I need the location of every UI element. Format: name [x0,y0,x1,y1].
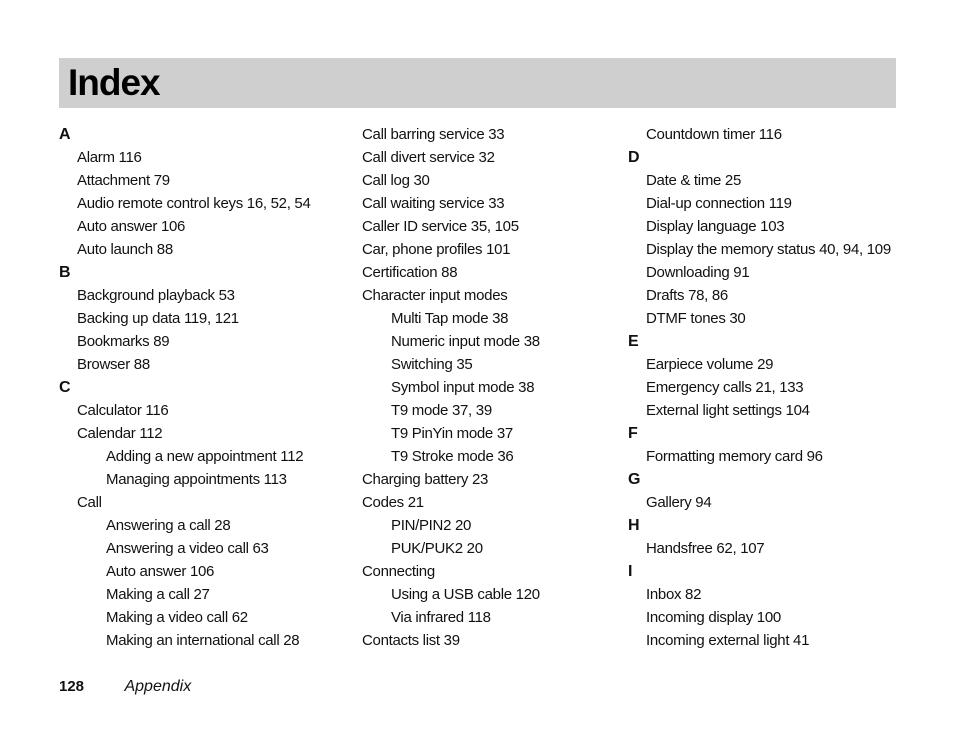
index-entry: Bookmarks 89 [77,333,170,350]
index-subentry: Numeric input mode 38 [391,333,540,350]
index-letter-heading: G [628,471,641,488]
index-subentry: T9 PinYin mode 37 [391,425,513,442]
index-entry: Character input modes [362,287,508,304]
index-entry: Display the memory status 40, 94, 109 [646,241,891,258]
index-subentry: Multi Tap mode 38 [391,310,509,327]
index-subentry: Making a video call 62 [106,609,248,626]
section-name: Appendix [124,678,192,695]
index-letter-heading: D [628,149,640,166]
index-entry: Call [77,494,102,511]
page-title: Index [68,62,160,103]
index-entry: Call waiting service 33 [362,195,505,212]
index-column-2 [362,123,632,652]
index-entry: Countdown timer 116 [646,126,782,143]
index-column-1 [59,123,329,652]
index-entry: Alarm 116 [77,149,142,166]
index-entry: External light settings 104 [646,402,810,419]
index-entry: Calculator 116 [77,402,169,419]
index-entry: Charging battery 23 [362,471,489,488]
index-subentry: PUK/PUK2 20 [391,540,483,557]
index-entry: Auto answer 106 [77,218,186,235]
index-entry: Gallery 94 [646,494,712,511]
page-footer [59,676,191,698]
index-entry: Car, phone profiles 101 [362,241,511,258]
index-letter-heading: B [59,264,71,281]
index-letter-heading: E [628,333,639,350]
index-subentry: Answering a video call 63 [106,540,269,557]
index-entry: Contacts list 39 [362,632,460,649]
index-entry: Attachment 79 [77,172,170,189]
index-title-bar [59,58,896,108]
index-subentry: Via infrared 118 [391,609,491,626]
index-subentry: Making an international call 28 [106,632,300,649]
index-subentry: Adding a new appointment 112 [106,448,304,465]
index-subentry: Switching 35 [391,356,473,373]
index-entry: Downloading 91 [646,264,750,281]
index-entry: Drafts 78, 86 [646,287,728,304]
index-entry: Auto launch 88 [77,241,173,258]
index-entry: Emergency calls 21, 133 [646,379,804,396]
index-entry: Background playback 53 [77,287,235,304]
index-letter-heading: A [59,126,71,143]
index-entry: Audio remote control keys 16, 52, 54 [77,195,311,212]
index-entry: Browser 88 [77,356,150,373]
index-subentry: Auto answer 106 [106,563,215,580]
index-entry: Display language 103 [646,218,785,235]
index-entry: Inbox 82 [646,586,702,603]
index-entry: Incoming external light 41 [646,632,810,649]
index-subentry: Symbol input mode 38 [391,379,535,396]
index-letter-heading: H [628,517,640,534]
index-subentry: Making a call 27 [106,586,210,603]
index-letter-heading: F [628,425,638,442]
index-entry: Backing up data 119, 121 [77,310,239,327]
index-entry: Call barring service 33 [362,126,505,143]
index-entry: Codes 21 [362,494,424,511]
index-subentry: PIN/PIN2 20 [391,517,472,534]
index-entry: Connecting [362,563,435,580]
index-entry: Calendar 112 [77,425,163,442]
index-letter-heading: C [59,379,71,396]
index-entry: Date & time 25 [646,172,742,189]
index-entry: Incoming display 100 [646,609,781,626]
index-entry: DTMF tones 30 [646,310,746,327]
index-column-3 [628,123,918,652]
index-subentry: Using a USB cable 120 [391,586,540,603]
index-subentry: Managing appointments 113 [106,471,287,488]
index-entry: Formatting memory card 96 [646,448,823,465]
index-subentry: Answering a call 28 [106,517,231,534]
page-number: 128 [59,678,85,695]
index-entry: Caller ID service 35, 105 [362,218,519,235]
index-entry: Earpiece volume 29 [646,356,774,373]
index-entry: Certification 88 [362,264,458,281]
index-entry: Dial-up connection 119 [646,195,792,212]
index-entry: Call divert service 32 [362,149,495,166]
index-subentry: T9 Stroke mode 36 [391,448,514,465]
index-letter-heading: I [628,563,633,580]
index-entry: Call log 30 [362,172,430,189]
index-subentry: T9 mode 37, 39 [391,402,492,419]
index-entry: Handsfree 62, 107 [646,540,765,557]
